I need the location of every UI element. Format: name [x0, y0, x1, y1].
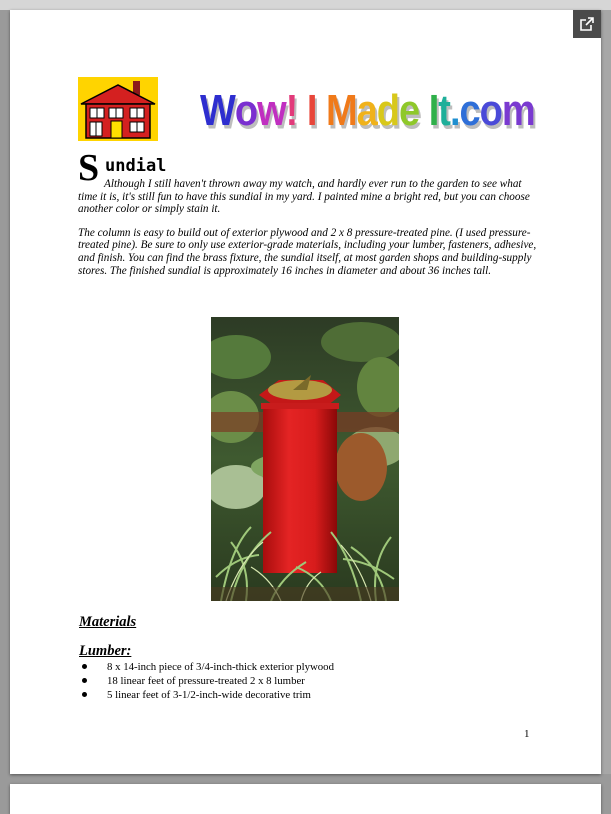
list-item-text: 18 linear feet of pressure-treated 2 x 8 lumber	[107, 675, 305, 687]
list-item-text: 5 linear feet of 3-1/2-inch-wide decorative trim	[107, 689, 311, 701]
brand-letter	[297, 87, 307, 136]
brand-letter: M	[326, 87, 357, 136]
red-sundial-column-photo	[211, 317, 399, 601]
bullet-icon	[82, 678, 87, 683]
list-item	[79, 674, 334, 688]
brand-letter: I	[306, 87, 317, 136]
brand-letter	[419, 87, 429, 136]
site-brand-wordmark	[200, 87, 535, 136]
intro-paragraph: Although I still haven't thrown away my watch, and hardly ever run to the garden to see what time it is, it's still fun to have this sundial in my yard. I painted mine a bright red, but you can choose another color or simply stain it.	[78, 178, 530, 216]
page-number: 1	[524, 728, 530, 740]
page-header	[78, 77, 578, 141]
brand-letter: t	[438, 87, 450, 136]
brand-letter: d	[376, 87, 400, 136]
list-item	[79, 660, 334, 674]
brand-letter: m	[501, 87, 535, 136]
viewer-scroll-gutter	[601, 10, 611, 774]
brand-letter: .	[449, 87, 460, 136]
list-item-text: 8 x 14-inch piece of 3/4-inch-thick exterior plywood	[107, 661, 334, 673]
brand-letter: I	[428, 87, 439, 136]
next-document-page	[10, 784, 601, 814]
brand-letter: e	[399, 87, 420, 136]
lumber-list	[79, 660, 334, 702]
title-dropcap: S	[78, 147, 100, 189]
list-item	[79, 688, 334, 702]
brand-letter: w	[257, 87, 286, 136]
external-link-icon[interactable]	[573, 10, 601, 38]
brand-letter: c	[459, 87, 480, 136]
construction-paragraph: The column is easy to build out of exterior plywood and 2 x 8 pressure-treated pine. (I used pressure-treated pine). Be sure to only use exterior-grade materials, including your lumber, fasteners, adhesive, and finish. You can find the brass fixture, the sundial itself, at most garden shops and building-supply stores. The finished sundial is approximately 16 inches in diameter and about 36 inches tall.	[78, 226, 537, 277]
bullet-icon	[82, 664, 87, 669]
viewer-toolbar-strip	[0, 0, 611, 10]
brand-letter: o	[234, 87, 258, 136]
brand-letter: !	[285, 87, 298, 136]
brand-letter	[316, 87, 326, 136]
materials-heading: Materials	[79, 614, 137, 630]
article-title	[78, 147, 538, 189]
document-page	[10, 10, 601, 774]
house-icon	[78, 77, 158, 141]
article-body	[78, 147, 538, 277]
title-text: undial	[105, 156, 167, 176]
brand-letter: W	[200, 87, 235, 136]
bullet-icon	[82, 692, 87, 697]
brand-letter: o	[479, 87, 502, 136]
lumber-heading: Lumber:	[79, 643, 132, 659]
brand-letter: a	[356, 87, 377, 136]
